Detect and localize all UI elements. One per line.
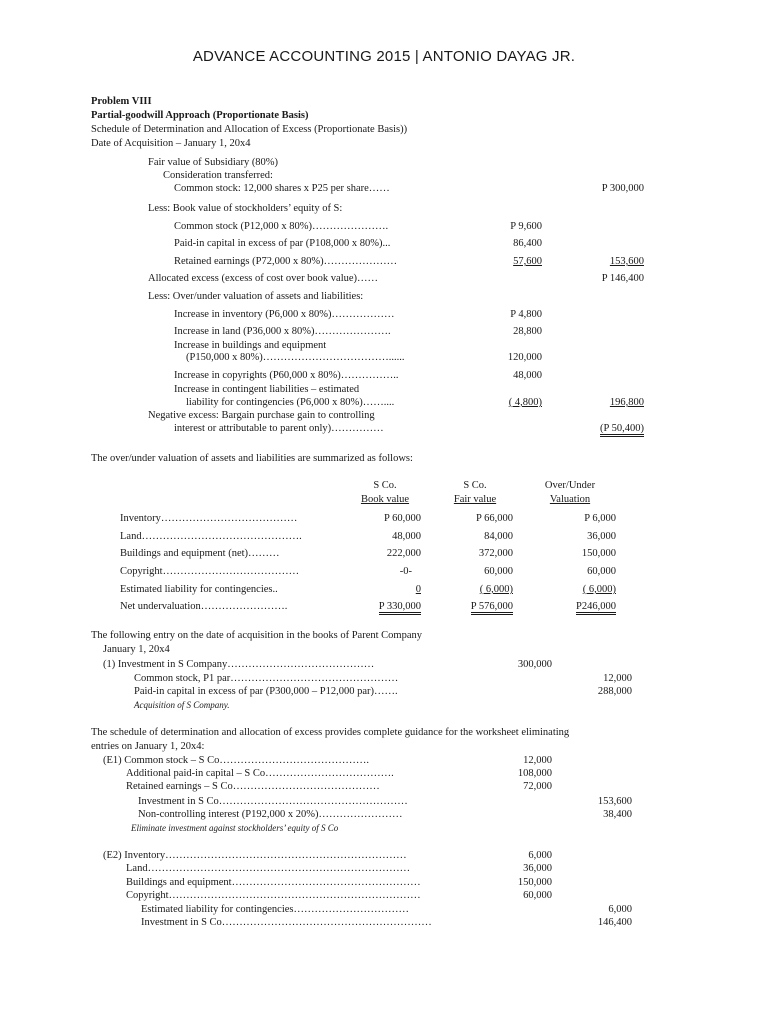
summary-fair: ( 6,000): [479, 584, 513, 595]
land-increase-amount: 28,800: [513, 326, 542, 337]
summary-row-label: Land……………………………………….: [120, 531, 302, 542]
header-valuation: Valuation: [549, 494, 591, 505]
e2-row-label: Copyright………………………………………………………………: [126, 890, 421, 901]
contingent-amount: ( 4,800): [508, 397, 542, 408]
summary-row-label: Net undervaluation…………………….: [120, 601, 288, 612]
entry-intro: The following entry on the date of acquisition in the books of Parent Company: [91, 630, 422, 641]
entry-date: January 1, 20x4: [103, 644, 170, 655]
summary-valuation: 60,000: [587, 566, 616, 577]
bv-row-label: Retained earnings (P72,000 x 80%)…………………: [174, 256, 398, 267]
e1-row-label: (E1) Common stock – S Co…………………………………….: [103, 755, 370, 766]
summary-valuation: ( 6,000): [582, 584, 616, 595]
e1-credit: 38,400: [603, 809, 632, 820]
over-under-total: 196,800: [609, 397, 644, 408]
summary-book: 48,000: [392, 531, 421, 542]
buildings-increase-label: Increase in buildings and equipment: [174, 340, 327, 351]
summary-valuation: P 6,000: [584, 513, 616, 524]
e1-row-label: Non-controlling interest (P192,000 x 20%)……………………: [138, 809, 403, 820]
buildings-increase-amount: 120,000: [507, 352, 542, 363]
copyright-increase-label: Increase in copyrights (P60,000 x 80%)……………..: [174, 370, 399, 381]
bv-row-amount: 86,400: [513, 238, 542, 249]
summary-row-label: Copyright…………………………………: [120, 566, 300, 577]
e2-row-label: (E2) Inventory……………………………………………………………: [103, 850, 407, 861]
summary-fair: P 576,000: [471, 601, 513, 615]
entry-line-common-stock: Common stock, P1 par…………………………………………: [134, 673, 399, 684]
e2-row-label: Estimated liability for contingencies……………………………: [141, 904, 410, 915]
entry-line-investment: (1) Investment in S Company……………………………………: [103, 659, 375, 670]
e1-debit: 72,000: [523, 781, 552, 792]
schedule-title: Schedule of Determination and Allocation of Excess (Proportionate Basis)): [91, 124, 408, 135]
page-header: ADVANCE ACCOUNTING 2015 | ANTONIO DAYAG JR.: [192, 48, 576, 65]
fair-value-label: Fair value of Subsidiary (80%): [148, 157, 279, 168]
header-s-co-fair: S Co.: [463, 480, 487, 491]
summary-fair: 60,000: [484, 566, 513, 577]
e1-row-label: Investment in S Co………………………………………………: [138, 796, 408, 807]
e2-debit: 60,000: [523, 890, 552, 901]
bv-row-amount: 57,600: [513, 256, 542, 267]
e2-row-label: Buildings and equipment………………………………………………: [126, 877, 421, 888]
e1-note: Eliminate investment against stockholders’ equity of S Co: [131, 823, 339, 833]
common-stock-shares: Common stock: 12,000 shares x P25 per share……: [174, 183, 390, 194]
acquisition-date: Date of Acquisition – January 1, 20x4: [91, 138, 251, 149]
summary-book: P 330,000: [379, 601, 421, 615]
e2-debit: 36,000: [523, 863, 552, 874]
negative-excess-amount: (P 50,400): [600, 423, 644, 437]
worksheet-intro-cont: entries on January 1, 20x4:: [91, 741, 205, 752]
bv-row-label: Common stock (P12,000 x 80%)………………….: [174, 221, 389, 232]
entry-credit: 288,000: [597, 686, 632, 697]
worksheet-intro: The schedule of determination and allocation of excess provides complete guidance for the worksheet eliminating: [91, 727, 570, 738]
negative-excess-detail: interest or attributable to parent only)……………: [174, 423, 384, 434]
bv-row-amount: P 9,600: [510, 221, 542, 232]
header-fair-value: Fair value: [453, 494, 497, 505]
summary-fair: 84,000: [484, 531, 513, 542]
consideration-label: Consideration transferred:: [163, 170, 273, 181]
bv-row-label: Paid-in capital in excess of par (P108,000 x 80%)...: [174, 238, 391, 249]
e2-debit: 150,000: [517, 877, 552, 888]
land-increase-label: Increase in land (P36,000 x 80%)………………….: [174, 326, 391, 337]
buildings-increase-detail: (P150,000 x 80%)………………………………......: [186, 352, 405, 363]
e1-row-label: Retained earnings – S Co……………………………………: [126, 781, 380, 792]
problem-title: Problem VIII: [91, 96, 152, 107]
summary-book: 0: [415, 584, 421, 595]
less-book-value-label: Less: Book value of stockholders’ equity of S:: [148, 203, 343, 214]
summary-row-label: Buildings and equipment (net)………: [120, 548, 280, 559]
summary-valuation: 36,000: [587, 531, 616, 542]
e2-credit: 146,400: [597, 917, 632, 928]
contingent-detail: liability for contingencies (P6,000 x 80%)……....: [186, 397, 395, 408]
bv-total: 153,600: [609, 256, 644, 267]
approach-title: Partial-goodwill Approach (Proportionate Basis): [91, 110, 309, 121]
e2-credit: 6,000: [608, 904, 632, 915]
e1-debit: 12,000: [523, 755, 552, 766]
e2-row-label: Land…………………………………………………………………: [126, 863, 411, 874]
e2-debit: 6,000: [528, 850, 552, 861]
summary-row-label: Estimated liability for contingencies..: [120, 584, 278, 595]
allocated-excess-amount: P 146,400: [601, 273, 644, 284]
entry-debit: 300,000: [517, 659, 552, 670]
summary-valuation: P246,000: [576, 601, 616, 615]
less-over-under-label: Less: Over/under valuation of assets and liabilities:: [148, 291, 364, 302]
header-s-co-book: S Co.: [373, 480, 397, 491]
contingent-label: Increase in contingent liabilities – estimated: [174, 384, 360, 395]
summary-book: P 60,000: [384, 513, 421, 524]
header-over-under: Over/Under: [544, 480, 596, 491]
summary-intro: The over/under valuation of assets and liabilities are summarized as follows:: [91, 453, 413, 464]
header-book-value: Book value: [360, 494, 410, 505]
summary-fair: 372,000: [478, 548, 513, 559]
entry-line-paid-in: Paid-in capital in excess of par (P300,000 – P12,000 par)…….: [134, 686, 398, 697]
e1-credit: 153,600: [597, 796, 632, 807]
consideration-amount: P 300,000: [601, 183, 644, 194]
e1-row-label: Additional paid-in capital – S Co……………………………….: [126, 768, 394, 779]
summary-row-label: Inventory…………………………………: [120, 513, 298, 524]
summary-book: 222,000: [386, 548, 421, 559]
e2-row-label: Investment in S Co……………………………………………………: [141, 917, 432, 928]
inventory-increase-amount: P 4,800: [510, 309, 542, 320]
copyright-increase-amount: 48,000: [513, 370, 542, 381]
entry-credit: 12,000: [603, 673, 632, 684]
summary-fair: P 66,000: [476, 513, 513, 524]
entry-note: Acquisition of S Company.: [134, 700, 230, 710]
summary-book: -0-: [399, 566, 412, 577]
inventory-increase-label: Increase in inventory (P6,000 x 80%)………………: [174, 309, 395, 320]
allocated-excess-label: Allocated excess (excess of cost over book value)……: [148, 273, 379, 284]
e1-debit: 108,000: [517, 768, 552, 779]
summary-valuation: 150,000: [581, 548, 616, 559]
negative-excess-label: Negative excess: Bargain purchase gain to controlling: [148, 410, 375, 421]
